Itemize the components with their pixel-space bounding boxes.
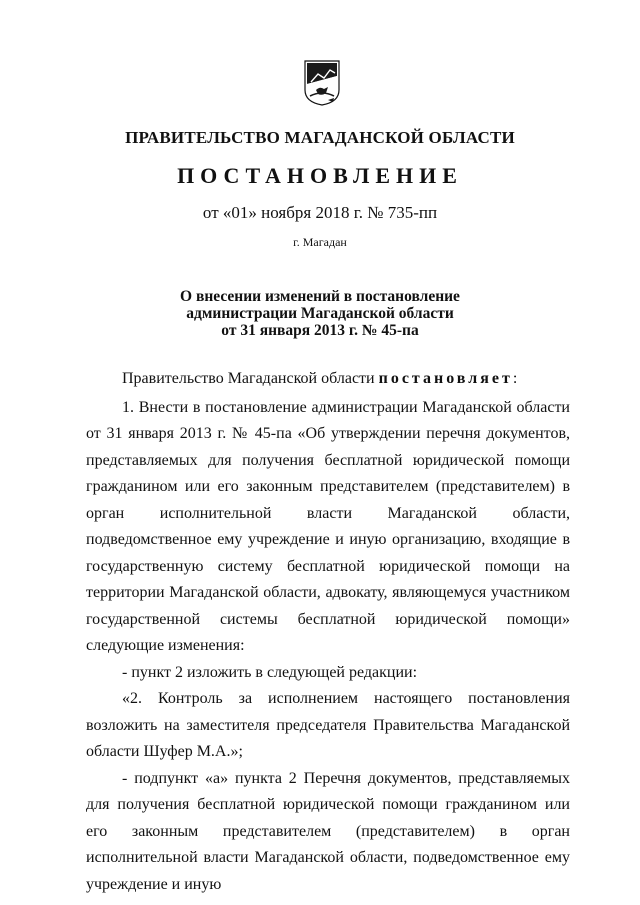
intro-colon: : [512, 370, 518, 387]
document-body [86, 366, 570, 898]
intro-text: Правительство Магаданской области [122, 370, 379, 387]
paragraph-item-1: 1. Внести в постановление администрации Магаданской области от 31 января 2013 г. № 45-па «Об утверждении перечня документов, представляемых для получения бесплатной юридической помощи гражданином или его законным представителем (представителем) в орган исполнительной власти Магаданской области, подведомственное ему учреждение и иную организацию, входящие в государственную систему бесплатной юридической помощи на территории Магаданской области, адвокату, являющемуся участником государственной системы бесплатной юридической помощи» следующие изменения: [86, 398, 570, 654]
paragraph-item-2: - пункт 2 изложить в следующей редакции: [122, 663, 418, 681]
subject-line: от 31 января 2013 г. № 45-па [221, 322, 419, 339]
document-type-title: ПОСТАНОВЛЕНИЕ [177, 163, 463, 188]
government-title: ПРАВИТЕЛЬСТВО МАГАДАНСКОЙ ОБЛАСТИ [125, 128, 515, 147]
coat-of-arms-emblem [304, 60, 340, 106]
resolves-word: постановляет [378, 370, 513, 387]
document-date-number: от «01» ноября 2018 г. № 735-пп [202, 203, 438, 222]
paragraph-item-4: - подпункт «а» пункта 2 Перечня документов, представляемых для получения бесплатной юридической помощи гражданином или его законным представителем (представителем) в орган исполнительной власти Магаданской области, подведомственное ему учреждение и иную [86, 769, 570, 893]
document-subject [0, 288, 640, 339]
document-city: г. Магадан [293, 235, 347, 249]
subject-line: администрации Магаданской области [186, 305, 454, 322]
coat-of-arms-icon [304, 60, 340, 106]
subject-line: О внесении изменений в постановление [180, 288, 460, 305]
resolution-intro [86, 366, 570, 393]
paragraph-item-3: «2. Контроль за исполнением настоящего постановления возложить на заместителя председателя Правительства Магаданской области Шуфер М.А.»; [86, 690, 570, 760]
